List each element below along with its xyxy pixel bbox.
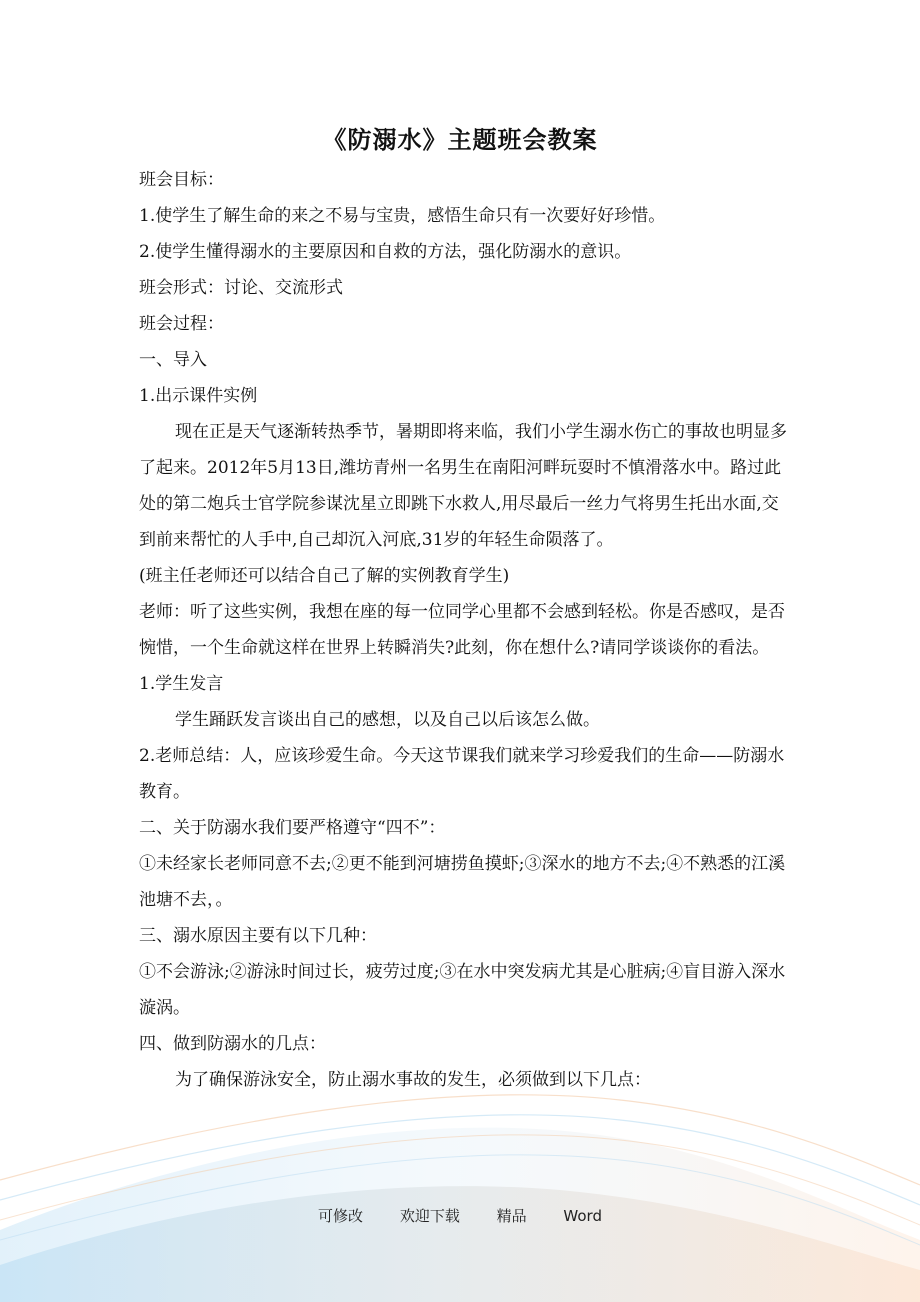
footer-download: 欢迎下载 [399,1207,460,1225]
footer-word: Word [563,1207,602,1225]
paragraph-show-example: 1.出示课件实例 [139,386,258,406]
paragraph-student-speech-detail: 学生踊跃发言谈出自己的感想，以及自己以后该怎么做。 [175,710,600,730]
paragraph-four-rules: ①未经家长老师同意不去;②更不能到河塘捞鱼摸虾;③深水的地方不去;④不熟悉的江溪池塘不去，。 [139,854,786,910]
paragraph-section-2: 二、关于防溺水我们要严格遵守“四不”： [139,818,446,838]
footer-editable: 可修改 [318,1207,364,1225]
paragraph-causes: ①不会游泳;②游泳时间过长，疲劳过度;③在水中突发病尤其是心脏病;④盲目游入深水漩涡。 [139,962,786,1018]
paragraph-goals-heading: 班会目标： [139,170,224,190]
paragraph-goal-2: 2.使学生懂得溺水的主要原因和自救的方法，强化防溺水的意识。 [139,242,632,262]
paragraph-goal-1: 1.使学生了解生命的来之不易与宝贵，感悟生命只有一次要好好珍惜。 [139,206,666,226]
paragraph-safety-intro: 为了确保游泳安全，防止溺水事故的发生，必须做到以下几点： [175,1070,651,1090]
paragraph-section-4: 四、做到防溺水的几点： [139,1034,326,1054]
paragraph-section-1: 一、导入 [139,350,207,370]
paragraph-teacher-note: (班主任老师还可以结合自己了解的实例教育学生) [139,566,510,586]
document-title: 《防溺水》主题班会教案 [322,125,598,154]
document-body [139,162,789,1098]
page-footer [0,1205,920,1226]
paragraph-student-speech: 1.学生发言 [139,674,224,694]
paragraph-format: 班会形式：讨论、交流形式 [139,278,343,298]
paragraph-section-3: 三、溺水原因主要有以下几种： [139,926,377,946]
footer-quality: 精品 [496,1207,527,1225]
paragraph-teacher-question: 老师：听了这些实例，我想在座的每一位同学心里都不会感到轻松。你是否感叹，是否惋惜，一个生命就这样在世界上转瞬消失?此刻，你在想什么?请同学谈谈你的看法。 [139,602,785,658]
paragraph-example-story: 现在正是天气逐渐转热季节，暑期即将来临，我们小学生溺水伤亡的事故也明显多了起来。2012年5月13日,潍坊青州一名男生在南阳河畔玩耍时不慎滑落水中。路过此处的第二炮兵士官学院参谋沈星立即跳下水救人,用尽最后一丝力气将男生托出水面,交到前来帮忙的人手中,自己却沉入河底,31岁的年轻生命陨落了。 [139,422,787,550]
paragraph-teacher-summary: 2.老师总结：人，应该珍爱生命。今天这节课我们就来学习珍爱我们的生命——防溺水教育。 [139,746,785,802]
paragraph-process-heading: 班会过程： [139,314,224,334]
